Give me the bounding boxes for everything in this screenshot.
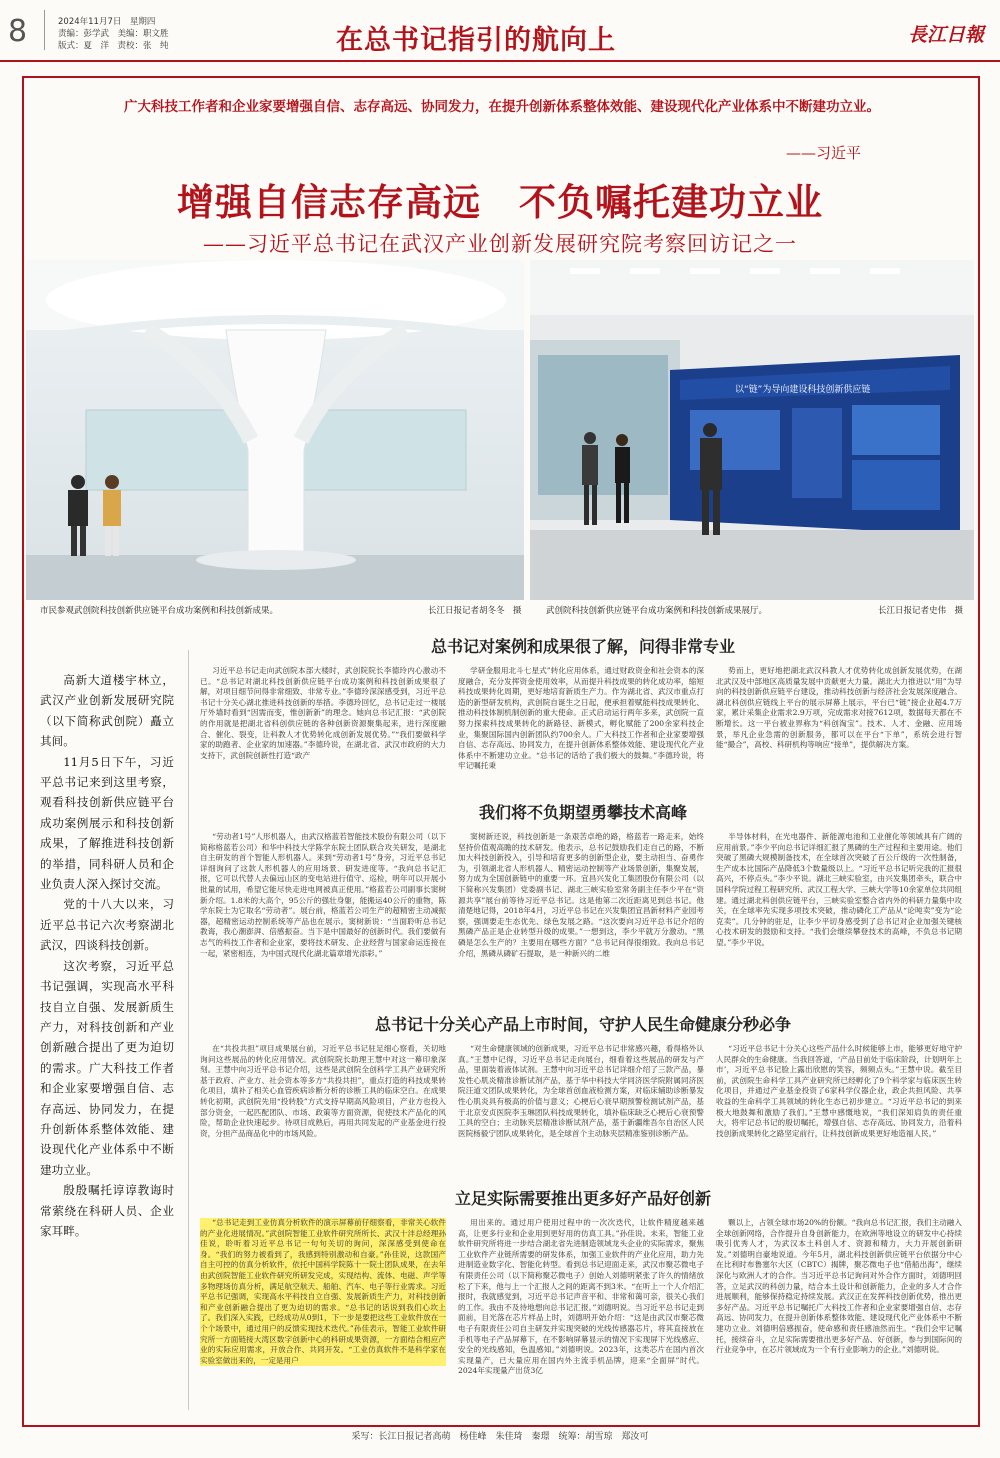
- screen-heading: 以“链”为导向建设科技创新供应链: [735, 385, 871, 395]
- exhibit-hall-illustration: [26, 260, 524, 600]
- sidebar-paragraph: 11月5日下午，习近平总书记来到这里考察，观看科技创新供应链平台成功案例展示和科技创新成果，了解推进科技创新的举措，同科研人员和企业负责人深入探讨交流。: [40, 754, 174, 892]
- section-3-column-3: “习近平总书记十分关心这些产品什么时候能够上市，能够更好地守护人民群众的生命健康。当我回答道，‘产品目前处于临床阶段，计划明年上市’，习近平总书记脸上露出欣慰的笑容，频频点头。”王慧中说。截至目前，武创院生命科学工具产业研究所已经孵化了9个科学家与临床医生转化项目，并通过产业基金投资了6家科学仪器企业，政企共担风险、共享收益的生命科学工具领域的转化生态已初步建立。“习近平总书记的到来极大地鼓舞和激励了我们。”王慧中感慨地说，“我们深知肩负的责任重大，将牢记总书记的殷切嘱托，增强自信、志存高远、协同发力，沿着科技创新成果转化之路坚定前行，让科技创新成果更好地造福人民。”: [716, 1044, 962, 1138]
- sidebar-paragraph: 高新大道楼宇林立，武汉产业创新发展研究院（以下简称武创院）矗立其间。: [40, 673, 174, 749]
- section-2-column-3: 半导体材料，在光电器件、新能源电池和工业催化等领域具有广阔的应用前景。”李少平向总书记详细汇报了黑磷的生产过程和主要用途。他们突破了黑磷大规模制备技术，在全球首次突破了百公斤级的一次性制备，生产成本比国际产品降低3个数量级以上。“习近平总书记听完我的汇报很高兴，不停点头。”李少平说。湖北三峡实验室，由兴发集团牵头，联合中国科学院过程工程研究所、武汉工程大学、三峡大学等10余家单位共同组建。通过湖北科创供应链平台，三峡实验室整合省内外的科研力量集中攻关，在全球率先实现多项技术突破，推动磷化工产品从“论吨卖”变为“论克卖”。几分钟的驻足，让李少平切身感受到了总书记对企业加强关键核心技术研发的鼓励和支持。“我们会继续攀登技术的高峰，不负总书记期望。”李少平说。: [716, 832, 962, 947]
- quote-signature: ——习近平: [786, 144, 862, 162]
- section-1-column-3: 势而上，更好地把湖北武汉科教人才优势转化成创新发展优势，在湖北武汉及中部地区高质量发展中贡献更大力量。湖北大力推进以“用”为导向的科技创新供应链平台建设，推动科技创新与经济社会发展深度融合。湖北科创供应链线上平台的展示屏幕上展示，平台已“链”接企业超4.7万家，累计采集企业需求2.9万项，完成需求对接7612项，数据每天都在不断增长。这一平台被业界称为“科创淘宝”。技术、人才、金融、应用场景，举凡企业急需的创新服务，都可以在平台“下单”，系统会进行智能“撮合”，高校、科研机构等响应“接单”，提供解决方案。: [716, 666, 962, 750]
- masthead-divider: [44, 10, 45, 50]
- masthead: [0, 0, 1000, 60]
- section-2-column-1: “劳动者1号”人形机器人，由武汉格蓝若智能技术股份有限公司（以下简称格蓝若公司）和华中科技大学陈学东院士团队联合攻关研发，是湖北自主研发的首个智能人形机器人。来到“劳动者1号”身旁，习近平总书记详细询问了这款人形机器人的应用场景、研发进度等。“我向总书记汇报，它可以代替人去偏远山区的变电站进行值守、巡检，明年可以开展小批量的试用，希望它能尽快走进电网被真正使用。”格蓝若公司副事长窦树新介绍。1.8米的大高个，95公斤的强壮身躯，能搬运40公斤的重物，陈学东院士为它取名“劳动者”。展台前，格蓝若公司生产的超精密主动减振器，超精密运动控制系统等产品也在展示。窦树新说：“当面聆听总书记教诲，我心潮澎湃、倍感振奋。当下是中国最好的创新时代。我们要做有志气的科技工作者和企业家，要将技术研发、企业经营与国家命运连接在一起，紧密相连，为中国式现代化湖北篇章增光添彩。”: [200, 832, 446, 958]
- section-4-column-1: “总书记走到工业仿真分析软件的演示屏幕前仔细察看，非常关心软件的产业化进展情况。”武创院智能工业软件研究所所长、武汉十沣总经理孙佳说，聆听着习近平总书记一句句关切的询问，深深感受到使命在身。“我们的努力被看到了，我感到特别激动和自豪。”孙佳说，这款国产自主可控的仿真分析软件，依托中国科学院陈十一院士团队成果，在去年由武创院智能工业软件研究所研发完成，实现结构、流体、电磁、声学等多物理场仿真分析，满足航空航天、船舶、汽车、电子等行业需求。习近平总书记强调，实现高水平科技自立自强、发展新质生产力，对科技创新和产业创新融合提出了更为迫切的需求。“总书记的话说到我们心坎上了。我们深入实践，已经成功从0到1，下一步是要把这些工业软件放在一个个场景中，通过用户的反馈实现技术迭代。”孙佳表示，智能工业软件研究所一方面链接大湾区数字创新中心的科研成果资源，一方面结合相应产业的实际应用需求，开放合作、共同开发。“工业仿真软件不是科学家在实验室做出来的，一定是用户: [200, 1218, 446, 1365]
- sidebar-paragraph: 这次考察，习近平总书记强调，实现高水平科技自立自强、发展新质生产力，对科技创新和产业创新融合提出了更为迫切的需求。广大科技工作者和企业家要增强自信、志存高远、协同发力，在提升创新体系整体效能、建设现代化产业体系中不断建功立业。: [40, 958, 174, 1177]
- masthead-meta: [58, 16, 169, 52]
- photo-right: [530, 260, 974, 600]
- date-line: 2024年11月7日 星期四: [58, 17, 156, 27]
- section-3-column-2: “对生命健康领域的创新成果，习近平总书记非常感兴趣，看得格外认真。”王慧中记得，习近平总书记走向展台，细看着这些展品的研发与产品，里面装着液体试剂。王慧中向习近平总书记详细介绍了三款产品，暴发性心肌炎精准诊断试剂产品，基于华中科技大学同济医学院附属同济医院汪道文团队成果转化，为全球首创血液检测方案，对临床辅助诊断暴发性心肌炎具有极高的价值与意义；心梗后心衰早期预警检测试剂产品，基于北京安贞医院李玉琳团队科技成果转化，填补临床缺乏心梗后心衰预警工具的空白；主动脉夹层精准诊断试剂产品，基于新疆维吾尔自治区人民医院杨毅宁团队成果转化，是全球首个主动脉夹层精准鉴别诊断产品。: [458, 1044, 704, 1138]
- column-rule: [188, 650, 189, 1410]
- layout-line: 版式：夏 洋 责校：张 纯: [58, 41, 169, 51]
- newspaper-logo: 長江日報: [908, 24, 985, 46]
- section-heading: 立足实际需要推出更多好产品好创新: [454, 1189, 711, 1208]
- editor-line: 责编：彭学武 美编：职文胜: [58, 29, 169, 39]
- section-1-column-2: 学研金服用北斗七星式”转化应用体系，通过财政资金和社会资本的深度融合，充分发挥资金使用效率，从而提升科技成果的转化成功率，缩短科技成果转化周期，更好地培育新质生产力。作为湖北省、武汉市重点打造的新型研发机构，武创院自诞生之日起，便承担着赋能科技成果转化、推动科技体制机制创新的重大使命。正式启动运行两年多来，武创院一直努力探索科技成果转化的新路径、新模式，孵化赋能了200余家科技企业，集聚国际国内创新团队约700余人。广大科技工作者和企业家要增强自信、志存高远、协同发力，在提升创新体系整体效能、建设现代化产业体系中不断建功立业。“总书记的话给了我们极大的鼓舞。”李德玲说，将牢记嘱托秉: [458, 666, 704, 771]
- section-1-column-1: 习近平总书记走向武创院本部大楼时，武创院院长李德玲内心激动不已。“总书记对湖北科技创新供应链平台成功案例和科技创新成果很了解，对项目细节问得非常细致、非常专业。”李德玲深深感受到，习近平总书记十分关心湖北推进科技创新的举措。李德玲回忆，总书记走过一楼展厅外墙时看到“因需而变，惟创新新”的理念。她向总书记汇报：“武创院的作用就是把湖北省科创供应链的各种创新资源聚集起来，进行深度融合、催化、裂变，让科教人才优势转化成创新发展优势。”“我们要做科学家的助跑者、企业家的加速器。”李德玲说，在湖北省、武汉市政府的大力支持下，武创院创新性打造“政产: [200, 666, 446, 760]
- headline: 增强自信志存高远 不负嘱托建功立业: [177, 181, 823, 224]
- section-heading: 总书记十分关心产品上市时间，守护人民生命健康分秒必争: [374, 1015, 791, 1034]
- photo-left-caption: 市民参观武创院科技创新供应链平台成功案例和科技创新成果。: [40, 606, 279, 616]
- sidebar-paragraph: 党的十八大以来，习近平总书记六次考察湖北武汉，四谈科技创新。: [40, 897, 174, 953]
- page-number: 8: [8, 14, 28, 49]
- photo-right-caption: 武创院科技创新供应链平台成功案例和科技创新成果展厅。: [546, 606, 768, 616]
- section-heading: 我们将不负期望勇攀技术高峰: [478, 803, 687, 822]
- subheadline: ——习近平总书记在武汉产业创新发展研究院考察回访记之一: [203, 232, 797, 256]
- sidebar-lead: [40, 670, 174, 1241]
- section-2-column-2: 窦树新还说，科技创新是一条艰苦卓绝的路，格蓝若一路走来，始终坚持价值观高瞻的技术研发。他表示，总书记鼓励我们走自己的路，不断加大科技创新投入，引导和培育更多的创新型企业，要主动担当、奋勇作为，引领湖北省人形机器人、精密运动控制等产业场景创新，集聚发展，努力成为全国创新链中的重要一环。宜昌兴发化工集团股份有限公司（以下简称兴发集团）党委副书记、湖北三峡实验室常务副主任李少平在“资源共享”展台前等待习近平总书记。这是他第二次近距离见到总书记。他清楚地记得，2018年4月，习近平总书记在兴发集团宜昌新材料产业园考察，强调要走生态优先、绿色发展之路。“这次要向习近平总书记介绍的黑磷产品正是企业转型升级的成果。”一想到这，李少平就万分激动。“黑磷是怎么生产的？主要用在哪些方面？”总书记问得很细致。我向总书记介绍，黑磷从磷矿石提取，是一种新兴的二维: [458, 832, 704, 958]
- section-4-column-3: 颗以上，占领全球市场20%的份额。“我向总书记汇报，我们主动融入全球创新网络，合作提升自身创新能力，在欧洲等地设立的研发中心持续吸引优秀人才，为武汉本土科创人才、资源和精力，大力开展创新研发。”刘德明自豪地说道。今年5月，湖北科技创新供应链平台依据分中心在比利时布鲁塞尔大区（CBTC）揭牌，聚芯微电子也“借船出海”，继续深化与欧洲人才的合作。当习近平总书记询问对外合作方面时，刘德明回答，立足武汉的科创力量，结合本土设计和创新能力，企业的多人才合作进展顺利，能够保持稳定持续发展。武汉正在发挥科技创新优势，推出更多好产品。习近平总书记嘱托广大科技工作者和企业家要增强自信、志存高远、协同发力，在提升创新体系整体效能、建设现代化产业体系中不断建功立业。刘德明倍感振奋，使命感和责任感油然而生。“我们会牢记嘱托，接续奋斗，立足实际需要推出更多好产品、好创新，参与到国际间的行业竞争中，在芯片领域成为一个有行业影响力的企业。”刘德明说。: [716, 1218, 962, 1355]
- photo-left-credit: 长江日报记者胡冬冬 摄: [428, 606, 522, 616]
- masthead-rule: [0, 60, 1000, 62]
- section-4-column-2: 用出来的。通过用户使用过程中的一次次迭代，让软件精度越来越高，让更多行业和企业用到更好用的仿真工具。”孙佳说。未来，智能工业软件研究所将进一步结合湖北省先进制造领域龙头企业的实际需求，聚焦工业软件产业链所需要的研发体系，加强工业软件的产业化应用，助力先进制造业数字化、智能化转型。看到总书记迎面走来，武汉市聚芯微电子有限责任公司（以下简称聚芯微电子）创始人刘德明紧张了许久的情绪放松了下来，他与上一个汇报人之间的距离不到3米。“在听上一个人介绍汇报时，我就感觉到，习近平总书记声音平和、非常和蔼可亲，很关心我们的工作。我由不及待地想向总书记汇报。”刘德明说。当习近平总书记走到面前，目光落在芯片样品上时，刘德明开始介绍：“这是由武汉市聚芯微电子有限责任公司自主研发并实现突破的光线传感器芯片，将其直接放在手机等电子产品屏幕下，在不影响屏幕显示的情况下实现屏下光线感应、安全的光线感知，色温感知。”刘德明说。2023年，这类芯片在国内首次实现量产，已大量应用在国内外主流手机品牌，迎来“全面屏”时代。2024年实现量产出货3亿: [458, 1218, 704, 1376]
- photo-right-credit: 长江日报记者史伟 摄: [878, 606, 964, 616]
- leader-quote: 广大科技工作者和企业家要增强自信、志存高远、协同发力，在提升创新体系整体效能、建设现代化产业体系中不断建功立业。: [124, 99, 880, 115]
- reporting-credit: 采写：长江日报记者高萌 杨佳峰 朱佳琦 秦璟 统筹：胡雪琼 郑汝可: [351, 1432, 649, 1442]
- section-title: 在总书记指引的航向上: [336, 25, 616, 56]
- section-3-column-1: 在“共投共担”项目成果展台前，习近平总书记驻足细心察看，关切地询问这些展品的转化应用情况。武创院院长助理王慧中对这一幕印象深刻。王慧中向习近平总书记介绍，这些是武创院全创科学工具产业研究所基于政府、产业方、社会资本等多方“共投共担”，重点打造的科技成果转化项目，填补了相关心血管疾病诊断分析的诊断工具的临床空白。在成果转化初期，武创院先用“投转股”方式支持早期高风险项目，产业方也投入部分资金，一起匹配团队、市场、政策等方面资源，促使技术产品化的风险，帮助企业快速起步。待项目成熟后，再用共同发起的产业基金进行投资，分担产品商品化中的市场风险。: [200, 1044, 446, 1138]
- sidebar-paragraph: 殷殷嘱托谆谆教诲时常萦绕在科研人员、企业家耳畔。: [40, 1183, 174, 1238]
- section-heading: 总书记对案例和成果很了解，问得非常专业: [430, 637, 735, 656]
- showroom-illustration: [530, 260, 974, 600]
- photo-left: [26, 260, 524, 600]
